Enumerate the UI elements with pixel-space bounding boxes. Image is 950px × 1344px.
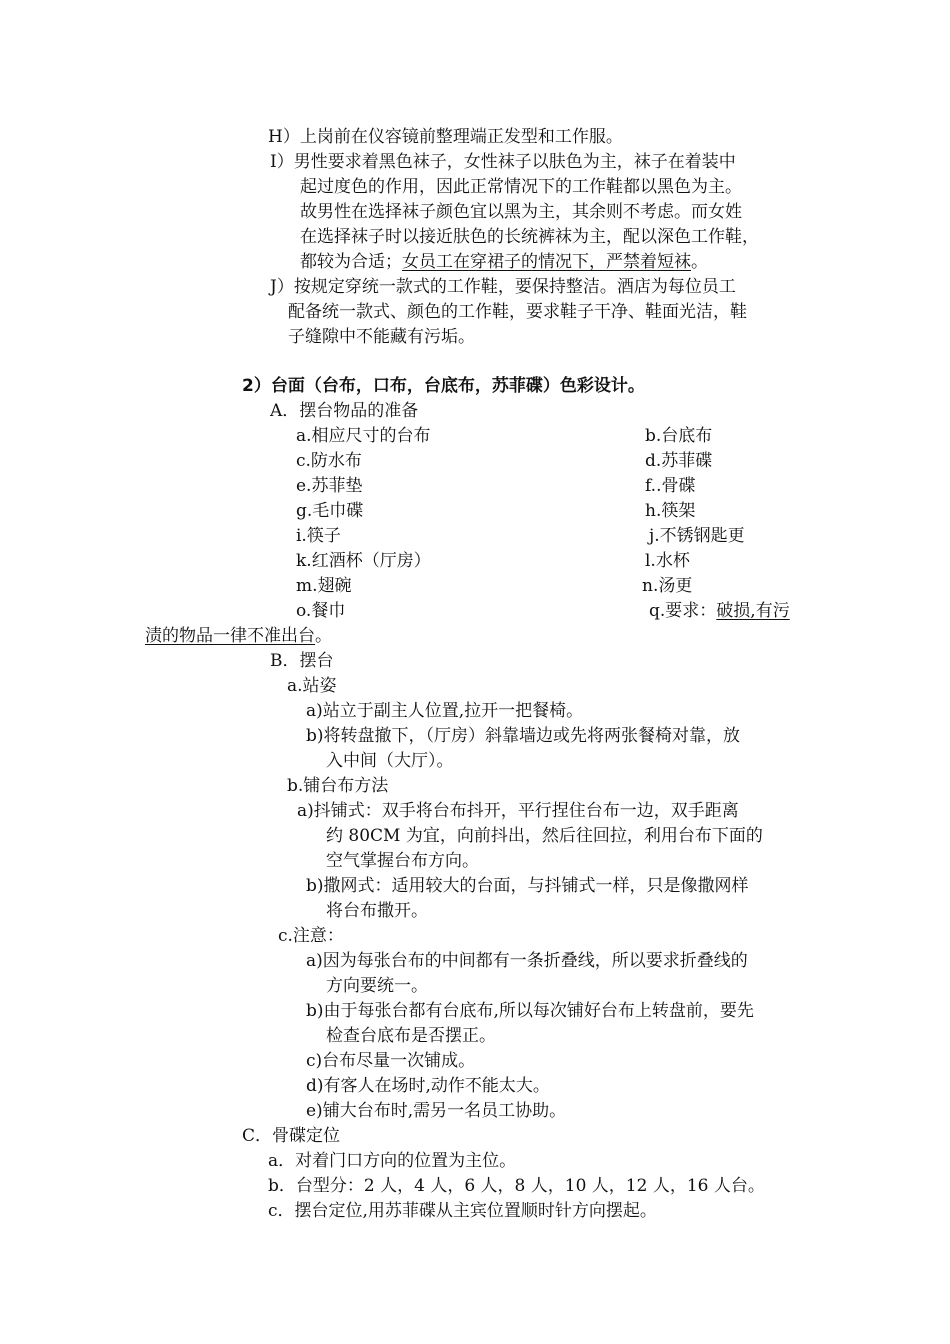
- item-j-line1: J）按规定穿统一款式的工作鞋，要保持整洁。酒店为每位员工: [270, 277, 736, 297]
- item-i-line5-text: 都较为合适；: [300, 252, 402, 272]
- section-c-item-b: b．台型分：2 人，4 人，6 人，8 人，10 人，12 人，16 人台。: [268, 1176, 765, 1196]
- item-i-line1: I）男性要求着黑色袜子，女性袜子以肤色为主，袜子在着装中: [270, 152, 736, 172]
- item-left-6: m.翅碗: [296, 576, 352, 596]
- item-right-6: n.汤更: [642, 576, 693, 596]
- item-left-5: k.红酒杯（厅房）: [296, 551, 431, 571]
- section-c-title: C．骨碟定位: [242, 1126, 341, 1146]
- item-right-2: f..骨碟: [645, 476, 696, 496]
- item-i-underlined-rule: 女员工在穿裙子的情况下，严禁着短袜: [402, 252, 691, 272]
- item-left-2: e.苏菲垫: [296, 476, 363, 496]
- item-i-line5-end: 。: [691, 252, 708, 272]
- sub-c-item-4: d)有客人在场时,动作不能太大。: [306, 1076, 550, 1096]
- item-j-line2: 配备统一款式、颜色的工作鞋，要求鞋子干净、鞋面光洁，鞋: [288, 302, 747, 322]
- item-q-requirement: [649, 599, 790, 624]
- item-right-1: d.苏菲碟: [645, 451, 713, 471]
- sub-c-item-1-line1: a)因为每张台布的中间都有一条折叠线，所以要求折叠线的: [306, 951, 748, 971]
- item-q-underlined-2: 渍的物品一律不准出台: [145, 626, 315, 646]
- item-i-line3: 故男性在选择袜子颜色宜以黑为主，其余则不考虑。而女姓: [300, 202, 742, 222]
- item-i-line4: 在选择袜子时以接近肤色的长统裤袜为主，配以深色工作鞋，: [300, 227, 759, 247]
- sub-b-item-1-line1: a)抖铺式：双手将台布抖开，平行捏住台布一边，双手距离: [297, 801, 739, 821]
- item-q-end: 。: [315, 626, 332, 646]
- section-heading-2: 2）台面（台布，口布，台底布，苏菲碟）色彩设计。: [242, 376, 645, 396]
- sub-c-item-2-line1: b)由于每张台都有台底布,所以每次铺好台布上转盘前，要先: [306, 1001, 754, 1021]
- item-right-0: b.台底布: [645, 426, 713, 446]
- item-left-4: i.筷子: [296, 526, 341, 546]
- item-left-3: g.毛巾碟: [296, 501, 364, 521]
- item-q-underlined-1: 破损,有污: [716, 601, 790, 621]
- item-i-line2: 起过度色的作用，因此正常情况下的工作鞋都以黑色为主。: [300, 177, 742, 197]
- item-left-7: o.餐巾: [296, 601, 346, 621]
- sub-b-title: b.铺台布方法: [287, 776, 389, 796]
- item-right-3: h.筷架: [645, 501, 696, 521]
- sub-a-item-1: a)站立于副主人位置,拉开一把餐椅。: [306, 701, 584, 721]
- item-left-0: a.相应尺寸的台布: [296, 426, 431, 446]
- item-i-line5: [300, 250, 708, 275]
- sub-a-item-2-line2: 入中间（大厅）。: [326, 751, 454, 771]
- sub-a-title: a.站姿: [287, 676, 337, 696]
- item-j-line3: 子缝隙中不能藏有污垢。: [288, 327, 475, 347]
- sub-b-item-1-line2: 约 80CM 为宜，向前抖出，然后往回拉，利用台布下面的: [326, 826, 763, 846]
- sub-b-item-2-line2: 将台布撒开。: [326, 901, 428, 921]
- sub-c-item-2-line2: 检查台底布是否摆正。: [326, 1026, 496, 1046]
- sub-c-item-5: e)铺大台布时,需另一名员工协助。: [306, 1101, 567, 1121]
- sub-a-item-2-line1: b)将转盘撤下，（厅房）斜靠墙边或先将两张餐椅对靠，放: [306, 726, 741, 746]
- section-b-title: B．摆台: [270, 651, 334, 671]
- section-c-item-c: c．摆台定位,用苏菲碟从主宾位置顺时针方向摆起。: [268, 1201, 657, 1221]
- sub-b-item-2-line1: b)撒网式：适用较大的台面，与抖铺式一样，只是像撒网样: [306, 876, 749, 896]
- item-left-1: c.防水布: [296, 451, 362, 471]
- item-h: H）上岗前在仪容镜前整理端正发型和工作服。: [268, 127, 623, 147]
- sub-c-title: c.注意：: [278, 926, 344, 946]
- item-q-continued: [145, 624, 332, 649]
- section-c-item-a: a．对着门口方向的位置为主位。: [268, 1151, 517, 1171]
- item-q-label: q.要求：: [649, 601, 717, 621]
- sub-b-item-1-line3: 空气掌握台布方向。: [326, 851, 479, 871]
- sub-c-item-1-line2: 方向要统一。: [326, 976, 428, 996]
- item-right-5: l.水杯: [645, 551, 690, 571]
- section-a-title: A．摆台物品的准备: [270, 401, 419, 421]
- item-right-4: j.不锈钢匙更: [649, 526, 745, 546]
- sub-c-item-3: c)台布尽量一次铺成。: [306, 1051, 476, 1071]
